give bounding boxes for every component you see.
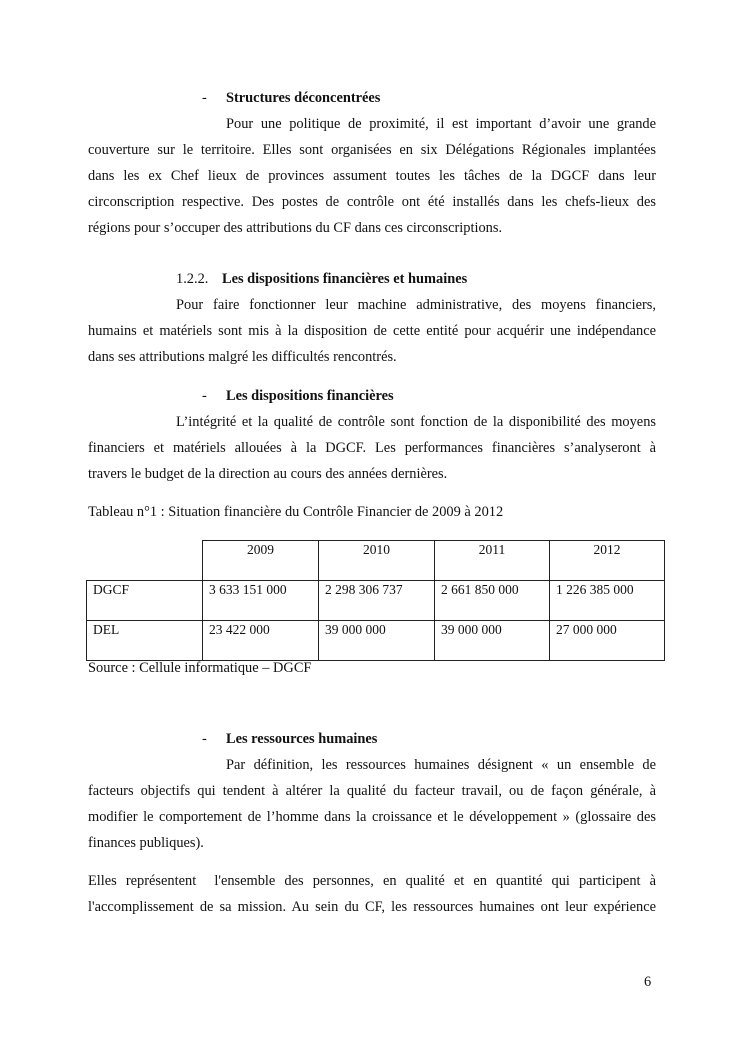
paragraph-line: financiers et matériels allouées à la DGCF. Les performances financières s’analyseront à bbox=[88, 440, 656, 456]
section-heading-financieres: Les dispositions financières bbox=[226, 388, 394, 404]
table-cell: 39 000 000 bbox=[319, 621, 435, 661]
paragraph-line: finances publiques). bbox=[88, 835, 204, 851]
table-header-cell bbox=[87, 541, 203, 581]
paragraph-line: dans ses attributions malgré les difficultés rencontrés. bbox=[88, 349, 397, 365]
paragraph-line: couverture sur le territoire. Elles sont organisées en six Délégations Régionales implantées bbox=[88, 142, 656, 158]
paragraph-line: régions pour s’occuper des attributions du CF dans ces circonscriptions. bbox=[88, 220, 503, 236]
paragraph-line: facteurs objectifs qui tendent à altérer la qualité du facteur travail, ou de façon générale, à bbox=[88, 783, 656, 799]
table-header-cell: 2012 bbox=[550, 541, 665, 581]
table-cell: 27 000 000 bbox=[550, 621, 665, 661]
paragraph-line: Par définition, les ressources humaines désignent « un ensemble de bbox=[226, 757, 656, 773]
table-cell: 2 661 850 000 bbox=[435, 581, 550, 621]
table-header-cell: 2010 bbox=[319, 541, 435, 581]
table-row-label: DEL bbox=[87, 621, 203, 661]
bullet-dash: - bbox=[202, 388, 207, 404]
bullet-dash: - bbox=[202, 731, 207, 747]
paragraph-line: Pour une politique de proximité, il est important d’avoir une grande bbox=[226, 116, 656, 132]
table-cell: 1 226 385 000 bbox=[550, 581, 665, 621]
bullet-dash: - bbox=[202, 90, 207, 106]
table-cell: 39 000 000 bbox=[435, 621, 550, 661]
table-row bbox=[87, 581, 665, 621]
table-row bbox=[87, 621, 665, 661]
page-number: 6 bbox=[644, 974, 652, 990]
table-header-cell: 2009 bbox=[203, 541, 319, 581]
paragraph-line: dans les ex Chef lieux de provinces assument toutes les tâches de la DGCF dans leur bbox=[88, 168, 656, 184]
table-header-row bbox=[87, 541, 665, 581]
table-caption: Tableau n°1 : Situation financière du Contrôle Financier de 2009 à 2012 bbox=[88, 504, 504, 520]
paragraph-line: modifier le comportement de l’homme dans la croissance et le développement » (glossaire des bbox=[88, 809, 656, 825]
paragraph-line: travers le budget de la direction au cours des années dernières. bbox=[88, 466, 448, 482]
paragraph-line: L’intégrité et la qualité de contrôle sont fonction de la disponibilité des moyens bbox=[176, 414, 656, 430]
paragraph-line: humains et matériels sont mis à la disposition de cette entité pour acquérir une indépendance bbox=[88, 323, 656, 339]
table-source: Source : Cellule informatique – DGCF bbox=[88, 660, 312, 676]
table-cell: 3 633 151 000 bbox=[203, 581, 319, 621]
paragraph-line: l'accomplissement de sa mission. Au sein du CF, les ressources humaines ont leur expérience bbox=[88, 899, 656, 915]
section-number: 1.2.2. bbox=[176, 271, 209, 287]
section-heading-dispositions: Les dispositions financières et humaines bbox=[222, 271, 468, 287]
table-row-label: DGCF bbox=[87, 581, 203, 621]
financial-table bbox=[86, 540, 665, 661]
table-cell: 23 422 000 bbox=[203, 621, 319, 661]
table-cell: 2 298 306 737 bbox=[319, 581, 435, 621]
section-heading-ressources: Les ressources humaines bbox=[226, 731, 378, 747]
table-header-cell: 2011 bbox=[435, 541, 550, 581]
paragraph-line: circonscription respective. Des postes de contrôle ont été installés dans les chefs-lieux des bbox=[88, 194, 656, 210]
paragraph-line: Pour faire fonctionner leur machine administrative, des moyens financiers, bbox=[176, 297, 656, 313]
paragraph-line: Elles représentent l'ensemble des personnes, en qualité et en quantité qui participent à bbox=[88, 873, 656, 889]
section-heading-structures: Structures déconcentrées bbox=[226, 90, 381, 106]
